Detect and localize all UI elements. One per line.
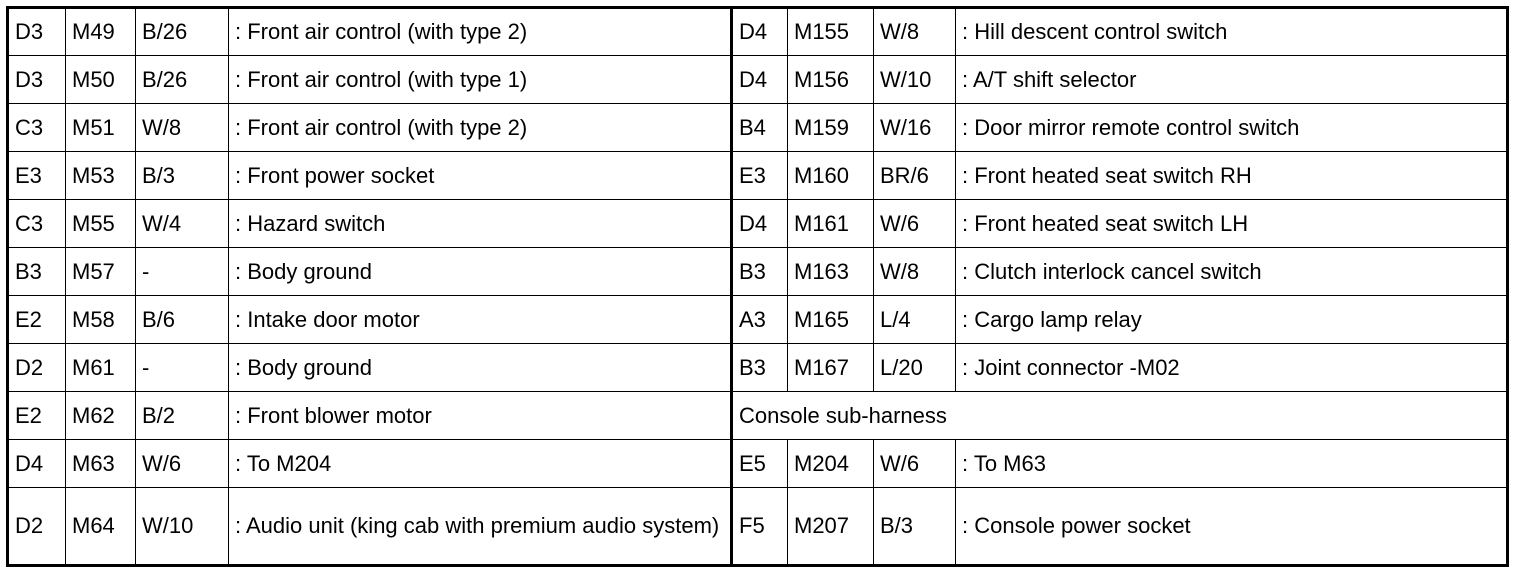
connector-description: : Front air control (with type 2) xyxy=(229,104,732,152)
connector-number: M207 xyxy=(788,488,874,566)
connector-color-pins: B/6 xyxy=(136,296,229,344)
table-row xyxy=(8,296,1508,344)
grid-cell: E3 xyxy=(732,152,788,200)
connector-number: M51 xyxy=(66,104,136,152)
connector-color-pins: W/8 xyxy=(136,104,229,152)
grid-cell: F5 xyxy=(732,488,788,566)
connector-color-pins: - xyxy=(136,344,229,392)
connector-description: : Front air control (with type 2) xyxy=(229,8,732,56)
connector-description: : Body ground xyxy=(229,248,732,296)
connector-number: M55 xyxy=(66,200,136,248)
grid-cell: D2 xyxy=(8,488,66,566)
grid-cell: E5 xyxy=(732,440,788,488)
connector-number: M156 xyxy=(788,56,874,104)
connector-color-pins: W/16 xyxy=(874,104,956,152)
connector-number: M160 xyxy=(788,152,874,200)
connector-color-pins: W/6 xyxy=(874,200,956,248)
connector-description: : To M204 xyxy=(229,440,732,488)
connector-description: : Hazard switch xyxy=(229,200,732,248)
grid-cell: D4 xyxy=(732,56,788,104)
grid-cell: D4 xyxy=(732,8,788,56)
table-row xyxy=(8,440,1508,488)
connector-number: M50 xyxy=(66,56,136,104)
connector-description: : Hill descent control switch xyxy=(956,8,1508,56)
table-row xyxy=(8,56,1508,104)
grid-cell: C3 xyxy=(8,200,66,248)
connector-color-pins: W/4 xyxy=(136,200,229,248)
connector-description: : Front blower motor xyxy=(229,392,732,440)
connector-number: M53 xyxy=(66,152,136,200)
grid-cell: D3 xyxy=(8,56,66,104)
connector-description: : Clutch interlock cancel switch xyxy=(956,248,1508,296)
connector-color-pins: L/20 xyxy=(874,344,956,392)
connector-color-pins: B/26 xyxy=(136,8,229,56)
grid-cell: E3 xyxy=(8,152,66,200)
connector-number: M159 xyxy=(788,104,874,152)
connector-number: M161 xyxy=(788,200,874,248)
connector-number: M49 xyxy=(66,8,136,56)
connector-color-pins: BR/6 xyxy=(874,152,956,200)
table-row xyxy=(8,200,1508,248)
connector-description: : Front heated seat switch LH xyxy=(956,200,1508,248)
grid-cell: B3 xyxy=(8,248,66,296)
connector-description: : Front power socket xyxy=(229,152,732,200)
connector-color-pins: - xyxy=(136,248,229,296)
table-row xyxy=(8,344,1508,392)
connector-number: M64 xyxy=(66,488,136,566)
connector-color-pins: B/3 xyxy=(136,152,229,200)
connector-color-pins: B/26 xyxy=(136,56,229,104)
connector-description: : Console power socket xyxy=(956,488,1508,566)
connector-number: M155 xyxy=(788,8,874,56)
connector-color-pins: B/3 xyxy=(874,488,956,566)
grid-cell: D4 xyxy=(732,200,788,248)
table-row xyxy=(8,488,1508,566)
table-row xyxy=(8,248,1508,296)
connector-description: : Body ground xyxy=(229,344,732,392)
connector-number: M61 xyxy=(66,344,136,392)
connector-color-pins: W/6 xyxy=(136,440,229,488)
connector-color-pins: W/8 xyxy=(874,8,956,56)
grid-cell: D2 xyxy=(8,344,66,392)
connector-number: M163 xyxy=(788,248,874,296)
table-row xyxy=(8,152,1508,200)
table-row xyxy=(8,8,1508,56)
grid-cell: E2 xyxy=(8,296,66,344)
table-row xyxy=(8,104,1508,152)
connector-description: : To M63 xyxy=(956,440,1508,488)
connector-number: M58 xyxy=(66,296,136,344)
connector-color-pins: W/8 xyxy=(874,248,956,296)
grid-cell: B3 xyxy=(732,248,788,296)
connector-table xyxy=(6,6,1509,567)
grid-cell: E2 xyxy=(8,392,66,440)
grid-cell: C3 xyxy=(8,104,66,152)
connector-number: M57 xyxy=(66,248,136,296)
connector-color-pins: W/10 xyxy=(874,56,956,104)
grid-cell: B3 xyxy=(732,344,788,392)
connector-number: M63 xyxy=(66,440,136,488)
connector-description: : Door mirror remote control switch xyxy=(956,104,1508,152)
section-heading: Console sub-harness xyxy=(732,392,1508,440)
connector-description: : Intake door motor xyxy=(229,296,732,344)
grid-cell: D4 xyxy=(8,440,66,488)
connector-description: : Audio unit (king cab with premium audio system) xyxy=(229,488,732,566)
connector-color-pins: L/4 xyxy=(874,296,956,344)
connector-color-pins: W/6 xyxy=(874,440,956,488)
connector-number: M204 xyxy=(788,440,874,488)
connector-number: M167 xyxy=(788,344,874,392)
table-row xyxy=(8,392,1508,440)
connector-number: M62 xyxy=(66,392,136,440)
connector-color-pins: W/10 xyxy=(136,488,229,566)
grid-cell: B4 xyxy=(732,104,788,152)
connector-description: : Front air control (with type 1) xyxy=(229,56,732,104)
connector-number: M165 xyxy=(788,296,874,344)
connector-color-pins: B/2 xyxy=(136,392,229,440)
grid-cell: D3 xyxy=(8,8,66,56)
connector-description: : Cargo lamp relay xyxy=(956,296,1508,344)
connector-description: : Front heated seat switch RH xyxy=(956,152,1508,200)
connector-description: : Joint connector -M02 xyxy=(956,344,1508,392)
connector-description: : A/T shift selector xyxy=(956,56,1508,104)
grid-cell: A3 xyxy=(732,296,788,344)
